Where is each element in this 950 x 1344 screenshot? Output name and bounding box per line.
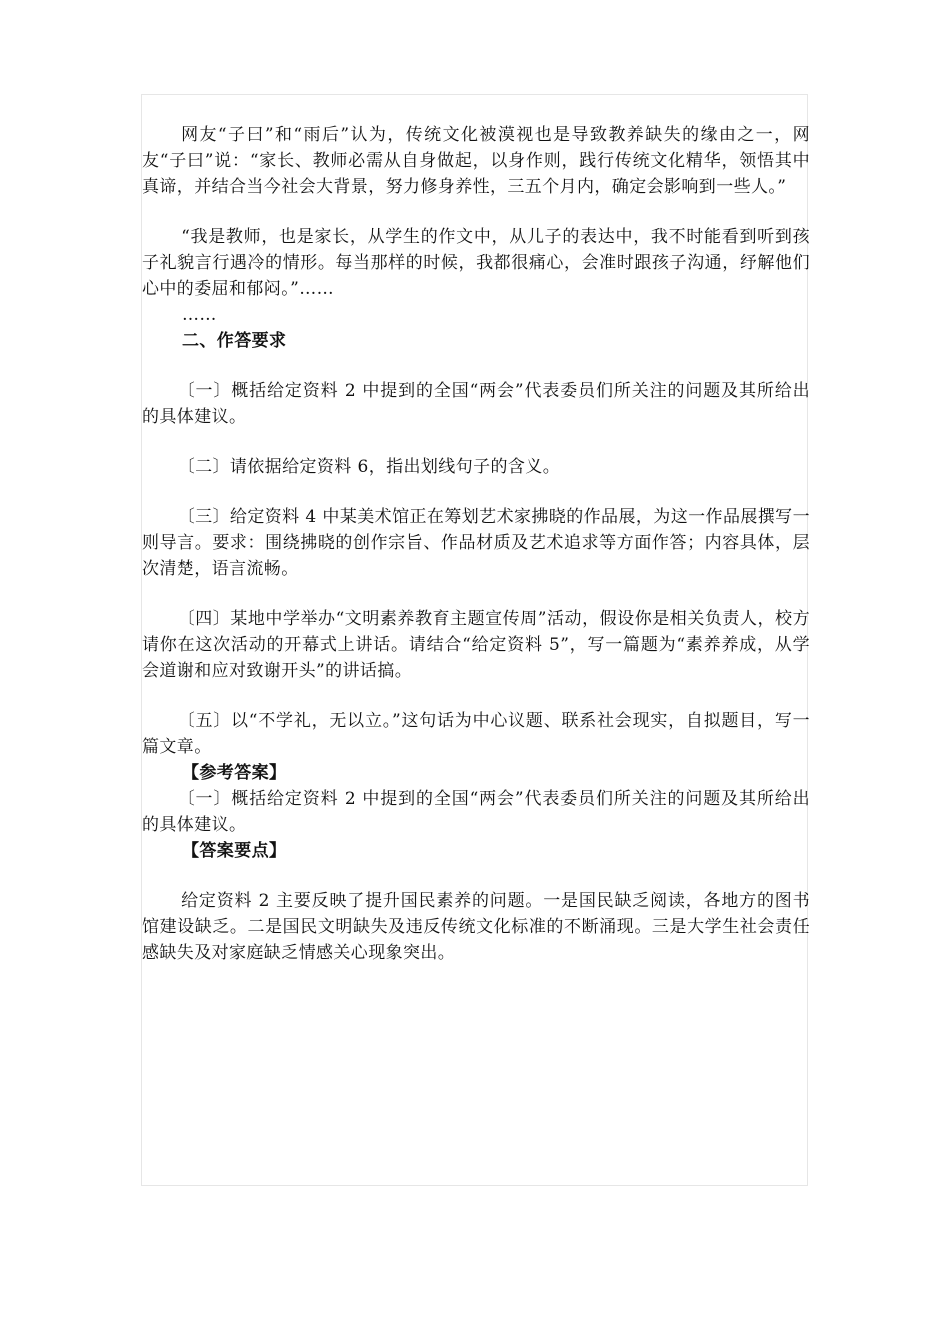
document-body: [142, 122, 810, 966]
requirement-item-2: 〔二〕请依据给定资料 6，指出划线句子的含义。: [177, 457, 561, 477]
requirement-item-3: 〔三〕给定资料 4 中某美术馆正在筹划艺术家拂晓的作品展，为这一作品展撰写一则导言。要求：围绕拂晓的创作宗旨、作品材质及艺术追求等方面作答；内容具体，层次清楚，语言流畅。: [142, 507, 810, 579]
requirement-item-1: 〔一〕概括给定资料 2 中提到的全国“两会”代表委员们所关注的问题及其所给出的具体建议。: [142, 381, 810, 427]
key-points-text: 给定资料 2 主要反映了提升国民素养的问题。一是国民缺乏阅读，各地方的图书馆建设缺乏。二是国民文明缺失及违反传统文化标准的不断涌现。三是大学生社会责任感缺失及对家庭缺乏情感关心现象突出。: [142, 891, 810, 963]
ellipsis-line: ……: [182, 305, 217, 325]
quote-paragraph-2: “我是教师，也是家长，从学生的作文中，从儿子的表达中，我不时能看到听到孩子礼貌言行遇冷的情形。每当那样的时候，我都很痛心，会准时跟孩子沟通，纾解他们心中的委屈和郁闷。”……: [142, 227, 810, 299]
section-heading: 二、作答要求: [182, 331, 287, 351]
key-points-heading: 【答案要点】: [182, 841, 287, 861]
answer-question-repeat: 〔一〕概括给定资料 2 中提到的全国“两会”代表委员们所关注的问题及其所给出的具体建议。: [142, 789, 810, 835]
reference-answer-heading: 【参考答案】: [182, 763, 287, 783]
quote-paragraph-1: 网友“子曰”和“雨后”认为，传统文化被漠视也是导致教养缺失的缘由之一，网友“子曰”说：“家长、教师必需从自身做起，以身作则，践行传统文化精华，领悟其中真谛，并结合当今社会大背景，努力修身养性，三五个月内，确定会影响到一些人。”: [142, 125, 810, 197]
requirement-item-4: 〔四〕某地中学举办“文明素养教育主题宣传周”活动，假设你是相关负责人，校方请你在这次活动的开幕式上讲话。请结合“给定资料 5”，写一篇题为“素养养成，从学会道谢和应对致谢开头”的讲话搞。: [142, 609, 810, 681]
requirement-item-5: 〔五〕以“不学礼，无以立。”这句话为中心议题、联系社会现实，自拟题目，写一篇文章。: [142, 711, 810, 757]
